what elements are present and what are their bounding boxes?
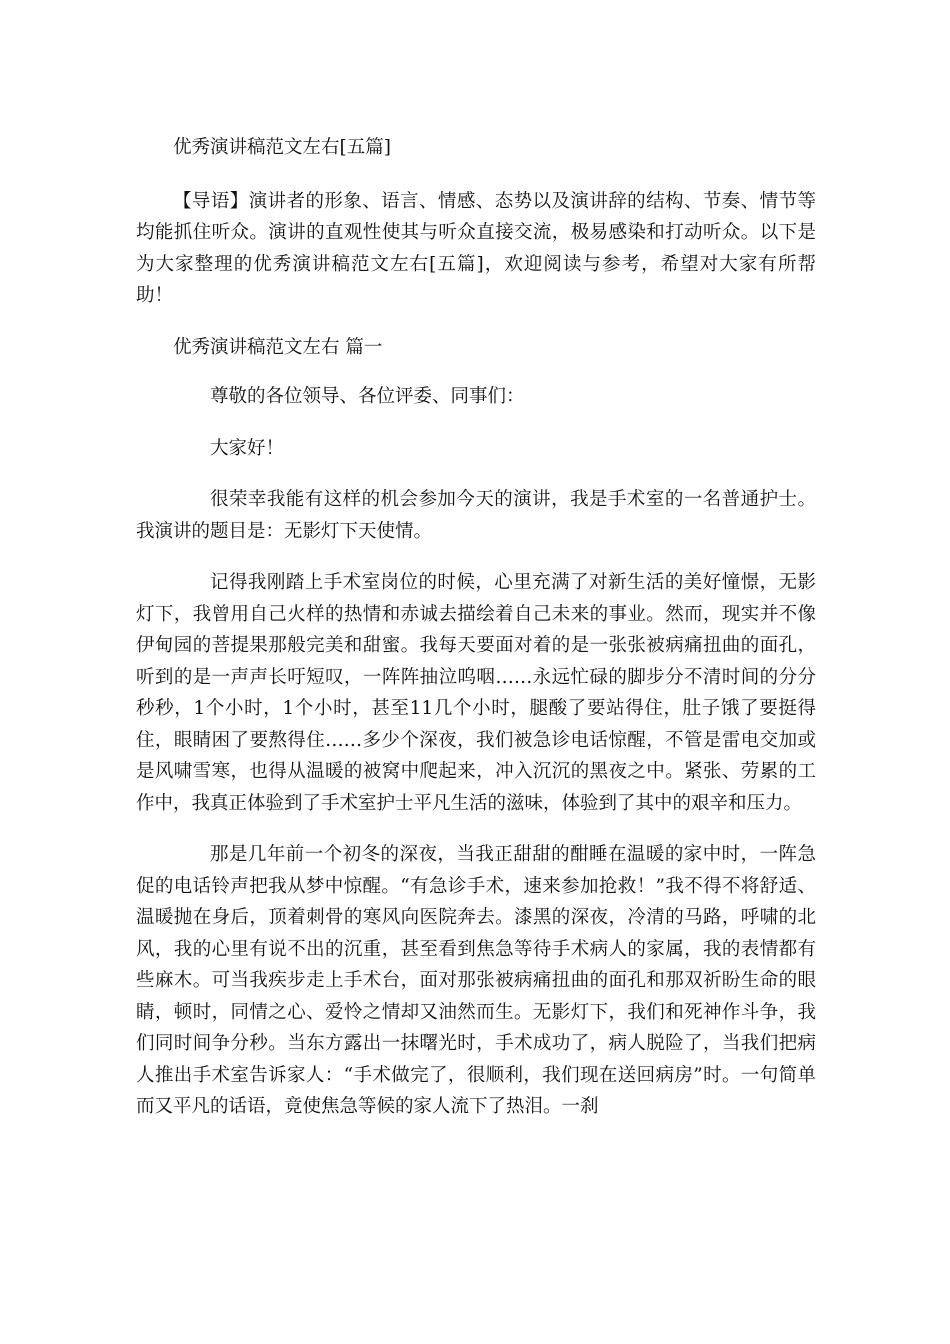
document-title: 优秀演讲稿范文左右[五篇] — [173, 137, 391, 158]
intro-paragraph: 【导语】演讲者的形象、语言、情感、态势以及演讲辞的结构、节奏、情节等均能抓住听众。演讲的直观性使其与听众直接交流，极易感染和打动听众。以下是为大家整理的优秀演讲稿范文左右[五篇]，欢迎阅读与参考，希望对大家有所帮助！ — [136, 190, 816, 306]
document-page — [136, 128, 816, 1143]
greeting: 大家好！ — [210, 437, 285, 459]
section-title: 优秀演讲稿范文左右 篇一 — [173, 336, 383, 358]
body-paragraph: 记得我刚踏上手术室岗位的时候，心里充满了对新生活的美好憧憬，无影灯下，我曾用自己火样的热情和赤诚去描绘着自己未来的事业。然而，现实并不像伊甸园的菩提果那般完美和甜蜜。我每天要面对着的是一张张被病痛扭曲的面孔，听到的是一声声长吁短叹，一阵阵抽泣呜咽……永远忙碌的脚步分不清时间的分分秒秒，1个小时，1个小时，甚至11几个小时，腿酸了要站得住，肚子饿了要挺得住，眼睛困了要熬得住……多少个深夜，我们被急诊电话惊醒，不管是雷电交加或是风啸雪寒，也得从温暖的被窝中爬起来，冲入沉沉的黑夜之中。紧张、劳累的工作中，我真正体验到了手术室护士平凡生活的滋味，体验到了其中的艰辛和压力。 — [136, 572, 816, 814]
salutation: 尊敬的各位领导、各位评委、同事们： — [210, 386, 525, 407]
body-paragraph: 那是几年前一个初冬的深夜，当我正甜甜的酣睡在温暖的家中时，一阵急促的电话铃声把我从梦中惊醒。“有急诊手术，速来参加抢救！”我不得不将舒适、温暖抛在身后，顶着刺骨的寒风向医院奔去。漆黑的深夜，冷清的马路，呼啸的北风，我的心里有说不出的沉重，甚至看到焦急等待手术病人的家属，我的表情都有些麻木。可当我疾步走上手术台，面对那张被病痛扭曲的面孔和那双祈盼生命的眼睛，顿时，同情之心、爱怜之情却又油然而生。无影灯下，我们和死神作斗争，我们同时间争分秒。当东方露出一抹曙光时，手术成功了，病人脱险了，当我们把病人推出手术室告诉家人：“手术做完了，很顺利，我们现在送回病房”时。一句简单而又平凡的话语，竟使焦急等候的家人流下了热泪。一刹 — [136, 844, 816, 1117]
body-paragraph: 很荣幸我能有这样的机会参加今天的演讲，我是手术室的一名普通护士。我演讲的题目是：无影灯下天使情。 — [136, 489, 816, 542]
